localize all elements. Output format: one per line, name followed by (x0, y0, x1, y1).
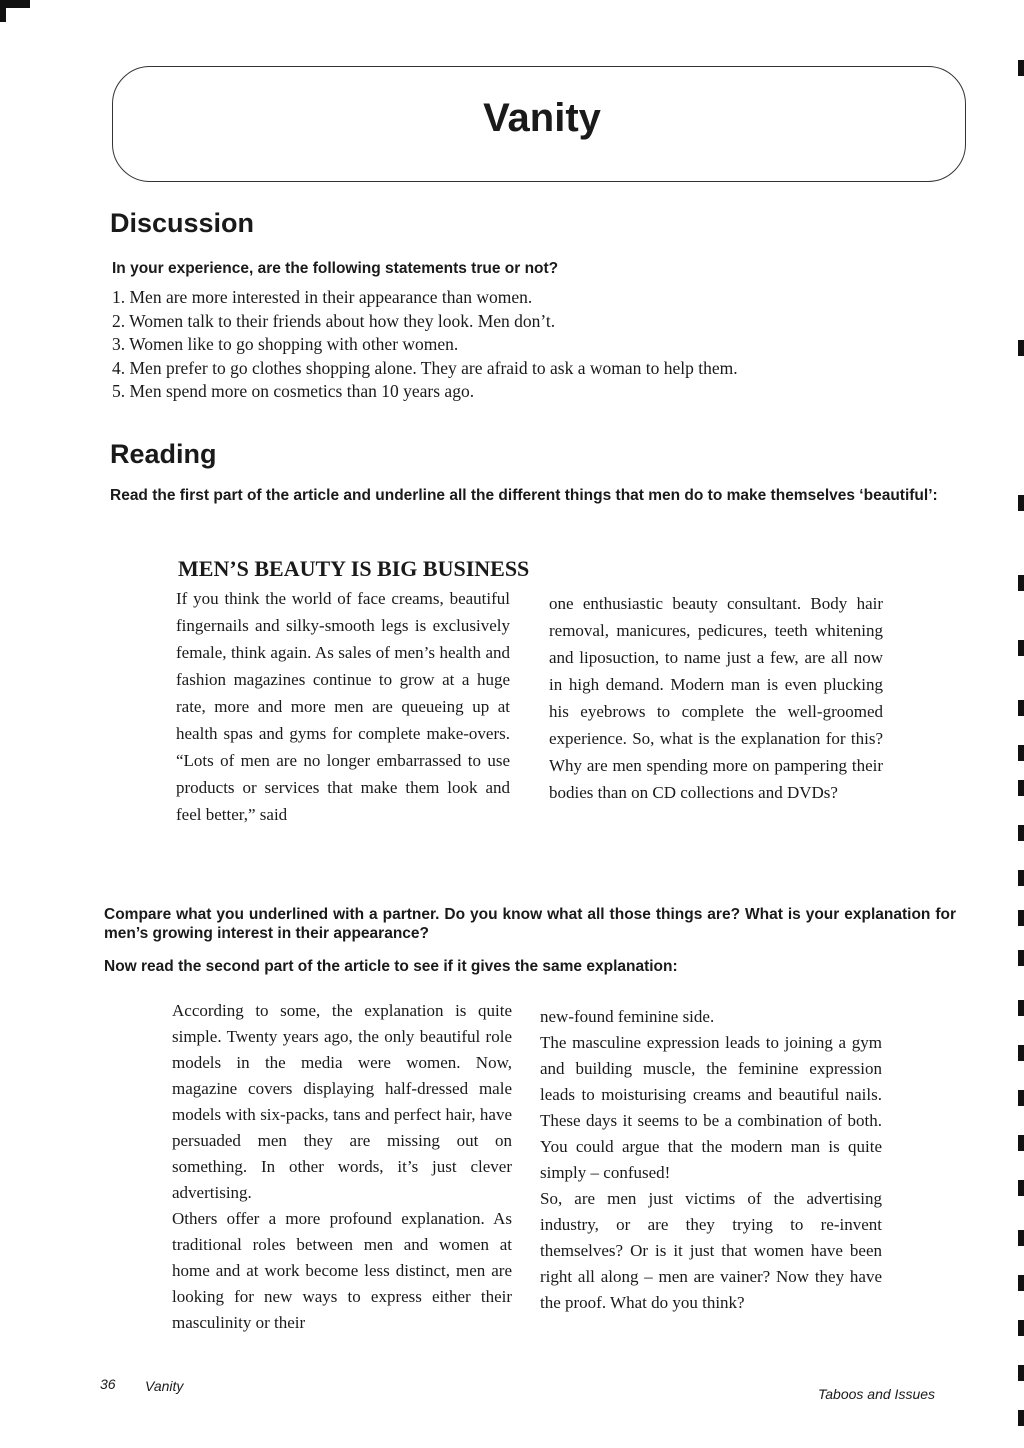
statement-item: 2. Women talk to their friends about how they look. Men don’t. (112, 310, 556, 331)
article-part1-left (176, 585, 510, 828)
statement-item: 4. Men prefer to go clothes shopping alone. They are afraid to ask a woman to help them. (112, 357, 738, 378)
statement-item: 1. Men are more interested in their appearance than women. (112, 287, 533, 307)
discussion-instruction: In your experience, are the following statements true or not? (112, 260, 559, 277)
article-part1-right (549, 590, 883, 806)
paragraph: The masculine expression leads to joining a gym and building muscle, the feminine expression leads to moisturising creams and beautiful nails. These days it seems to be a combination of both. You could argue that the modern man is quite simply – confused! (540, 1033, 882, 1182)
second-part-instruction: Now read the second part of the article to see if it gives the same explanation: (104, 958, 678, 975)
paragraph: Others offer a more profound explanation. As traditional roles between men and women at home and at work become less distinct, men are looking for new ways to express either their masculinity or their (172, 1209, 512, 1332)
scan-mark (0, 0, 6, 22)
reading-instruction: Read the first part of the article and underline all the different things that men do to make themselves ‘beautiful’: (110, 487, 938, 504)
article-part2-left (172, 998, 512, 1336)
paragraph: So, are men just victims of the advertising industry, or are they trying to re-invent themselves? Or is it just that women have been right all along – men are vainer? Now they have the proof. What do you think? (540, 1189, 882, 1312)
paragraph: new-found feminine side. (540, 1007, 715, 1026)
reading-heading: Reading (110, 439, 217, 469)
page-number: 36 (100, 1376, 116, 1392)
paragraph: According to some, the explanation is quite simple. Twenty years ago, the only beautiful role models in the media were women. Now, magazine covers displaying half-dressed male models with six-packs, tans and perfect hair, have persuaded men they are missing out on something. In other words, it’s just clever advertising. (172, 1001, 512, 1202)
paragraph: If you think the world of face creams, beautiful fingernails and silky-smooth legs is exclusively female, think again. As sales of men’s health and fashion magazines continue to grow at a huge rate, more and more men are queueing up at health spas and gyms for complete make-overs. “Lots of men are no longer embarrassed to use products or services that make them look and feel better,” said (176, 589, 510, 824)
article-part2-right (540, 1004, 882, 1316)
article-title: MEN’S BEAUTY IS BIG BUSINESS (178, 556, 530, 581)
page-title: Vanity (483, 96, 601, 140)
statement-list (112, 286, 738, 404)
footer-book-title: Taboos and Issues (818, 1386, 936, 1402)
compare-instruction: Compare what you underlined with a partner. Do you know what all those things are? What is your explanation for men’s growing interest in their appearance? (104, 906, 956, 942)
footer-section: Vanity (145, 1378, 184, 1394)
scan-edge-marks (1016, 0, 1024, 1448)
paragraph: one enthusiastic beauty consultant. Body hair removal, manicures, pedicures, teeth whitening and liposuction, to name just a few, are all now in high demand. Modern man is even plucking his eyebrows to complete the well-groomed experience. So, what is the explanation for this? Why are men spending more on pampering their bodies than on CD collections and DVDs? (549, 594, 883, 802)
discussion-heading: Discussion (110, 208, 255, 238)
statement-item: 3. Women like to go shopping with other women. (112, 334, 459, 354)
statement-item: 5. Men spend more on cosmetics than 10 years ago. (112, 381, 475, 401)
